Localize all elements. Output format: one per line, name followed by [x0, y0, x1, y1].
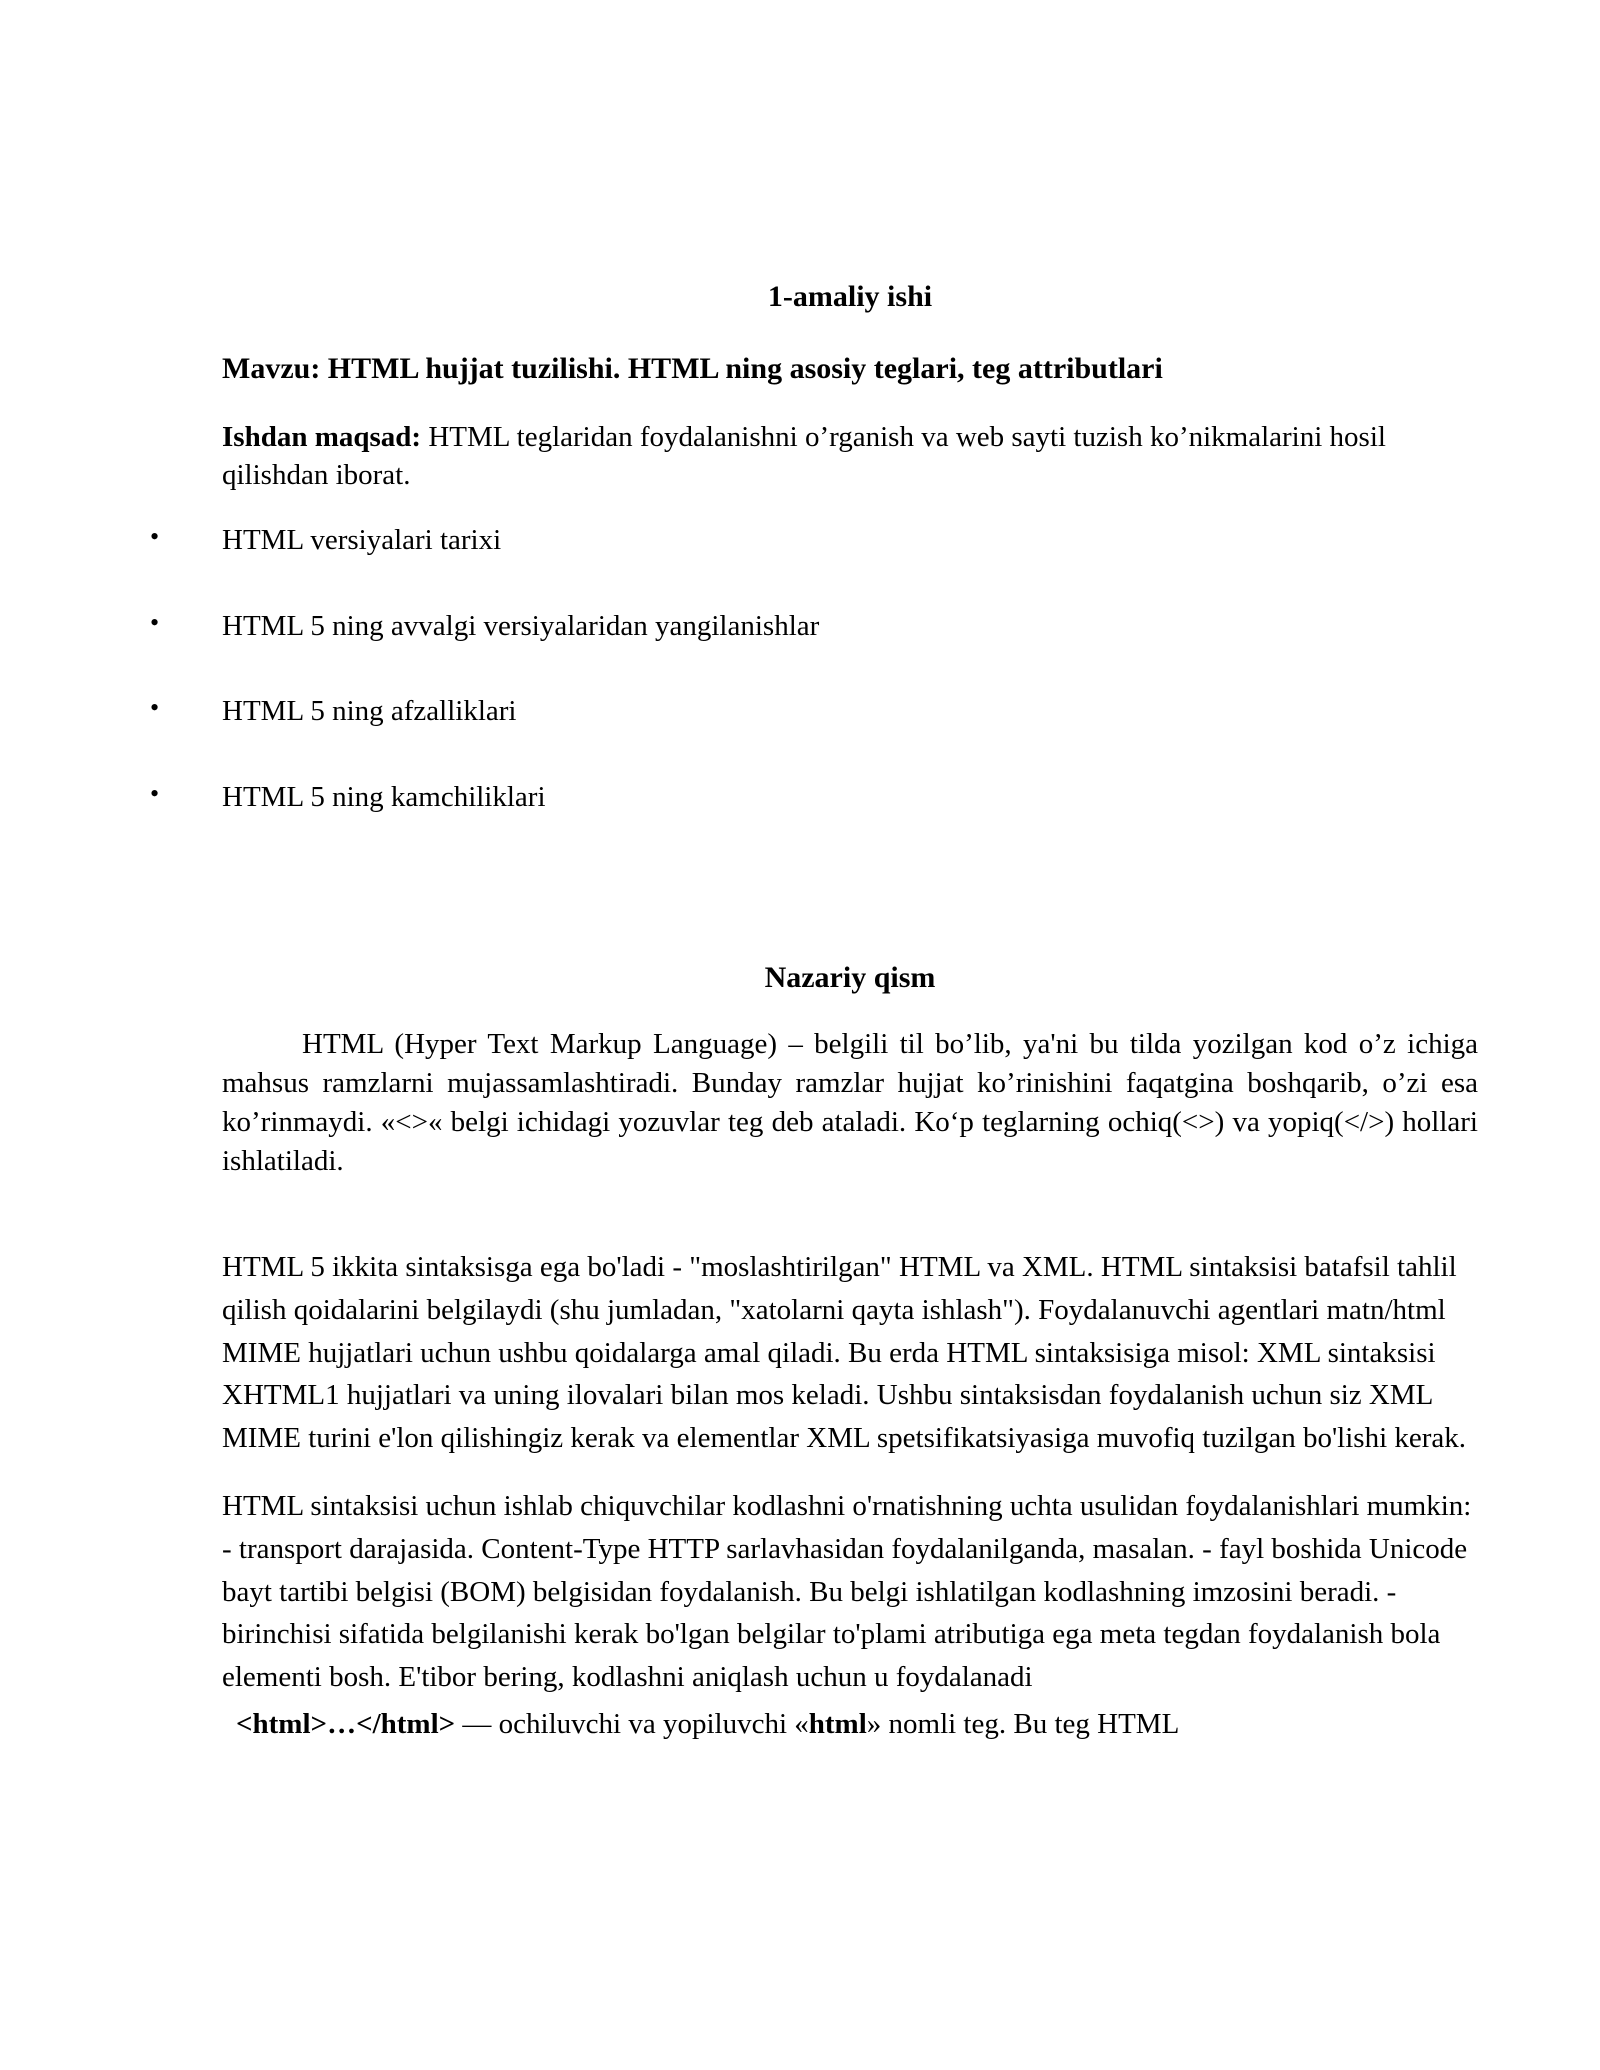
body-paragraph-3: HTML sintaksisi uchun ishlab chiquvchilar kodlashni o'rnatishning uchta usulidan foydalanishlari mumkin: - transport darajasida. Content-Type HTTP sarlavhasidan foydalanilganda, masalan. - fayl boshida Unicode bayt tartibi belgisi (BOM) belgisidan foydalanish. Bu belgi ishlatilgan kodlashning imzosini beradi. - birinchisi sifatida belgilanishi kerak bo'lgan belgilar to'plami atributiga ega meta tegdan foydalanish bola elementi bosh. E'tibor bering, kodlashni aniqlash uchun u foydalanadi — [222, 1490, 1472, 1693]
list-item-label: HTML versiyalari tarixi — [222, 524, 502, 557]
bullet-icon: • — [150, 693, 160, 723]
aim-text: HTML teglaridan foydalanishni o’rganish va web sayti tuzish ko’nikmalarini hosil qilishdan iborat. — [222, 420, 1386, 491]
bullet-icon: • — [150, 607, 160, 637]
document-title: 1-amaliy ishi — [767, 280, 933, 313]
topic-bullet-list — [150, 494, 1478, 817]
html-tag-description-line — [222, 1699, 1478, 1746]
list-item — [150, 522, 1478, 560]
tag-name-label: html — [808, 1707, 867, 1740]
bullet-icon: • — [150, 522, 160, 552]
tag-ellipsis: … — [327, 1707, 357, 1740]
list-item — [150, 693, 1478, 731]
list-item-label: HTML 5 ning kamchiliklari — [222, 781, 546, 814]
aim-label: Ishdan maqsad: — [222, 420, 422, 453]
list-item — [150, 607, 1478, 646]
section-heading: Nazariy qism — [764, 960, 936, 994]
document-content — [150, 0, 1478, 1745]
tag-line-tail: » nomli teg. Bu teg HTML — [866, 1707, 1180, 1740]
body-paragraph-2: HTML 5 ikkita sintaksisga ega bo'ladi - "moslashtirilgan" HTML va XML. HTML sintaksisi batafsil tahlil qilish qoidalarini belgilaydi (shu jumladan, "xatolarni qayta ishlash"). Foydalanuvchi agentlari matn/html MIME hujjatlari uchun ushbu qoidalarga amal qiladi. Bu erda HTML sintaksisiga misol: XML sintaksisi XHTML1 hujjatlari va uning ilovalari bilan mos keladi. Ushbu sintaksisdan foydalanish uchun siz XML MIME turini e'lon qilishingiz kerak va elementlar XML spetsifikatsiyasiga muvofiq tuzilgan bo'lishi kerak. — [222, 1251, 1467, 1454]
bullet-icon: • — [150, 779, 160, 809]
list-item-label: HTML 5 ning afzalliklari — [222, 695, 517, 728]
list-item-label: HTML 5 ning avvalgi versiyalaridan yangilanishlar — [222, 609, 820, 642]
subject-heading: Mavzu: HTML hujjat tuzilishi. HTML ning asosiy teglari, teg attributlari — [222, 351, 1163, 385]
close-tag-label: </html> — [356, 1707, 456, 1740]
tag-line-middle: — ochiluvchi va yopiluvchi « — [455, 1707, 809, 1740]
aim-paragraph — [222, 388, 1478, 495]
list-item — [150, 779, 1478, 817]
body-paragraph-1: HTML (Hyper Text Markup Language) – belgili til bo’lib, ya'ni bu tilda yozilgan kod o’z ichiga mahsus ramzlarni mujassamlashtiradi. Bunday ramzlar hujjat ko’rinishini faqatgina boshqarib, o’zi esa ko’rinmaydi. «<>« belgi ichidagi yozuvlar teg deb ataladi. Ko‘p teglarning ochiq(<>) va yopiq(</>) hollari ishlatiladi. — [222, 1028, 1478, 1178]
open-tag-label: <html> — [236, 1707, 328, 1740]
